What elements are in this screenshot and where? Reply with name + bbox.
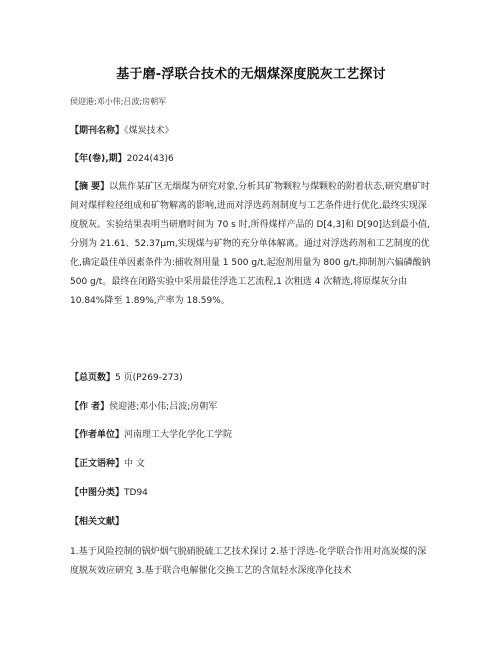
related-label-field	[70, 513, 432, 532]
affiliation-label: 【作者单位】	[70, 430, 125, 440]
abstract-label: 【摘 要】	[70, 182, 110, 192]
author-field	[70, 398, 432, 417]
issue-label: 【年(卷),期】	[70, 154, 127, 164]
language-field	[70, 455, 432, 474]
related-list: 1.基于风险控制的锅炉烟气脱硝脱硫工艺技术探讨 2.基于浮选-化学联合作用对高炭煤的深度脱灰效应研究 3.基于联合电解催化交换工艺的含氚轻水深度净化技术	[70, 547, 427, 576]
pages-label: 【总页数】	[70, 373, 116, 383]
affiliation-value: 河南理工大学化学化工学院	[124, 430, 233, 440]
affiliation-field	[70, 426, 432, 445]
author-value: 侯迎港;邓小伟;吕波;房朝军	[109, 402, 218, 412]
journal-field	[70, 122, 432, 141]
abstract-value: 以焦作某矿区无烟煤为研究对象,分析其矿物颗粒与煤颗粒的附着状态,研究磨矿时间对煤样粒径组成和矿物解离的影响,进而对浮选药剂制度与工艺条件进行优化,最终实现深度脱灰。实验结果表明当研磨时间为 70 s 时,所得煤样产品的 D[4,3]和 D[90]达到最小值,分别为 21.61、52.37μm,实现煤与矿物的充分单体解离。通过对浮选药剂和工艺制度的优化,确定最佳单因素条件为:捕收剂用量 1 500 g/t,起泡剂用量为 800 g/t,抑制剂六偏磷酸钠 500 g/t。最终在闭路实验中采用最佳浮选工艺流程,1 次粗选 4 次精选,将原煤灰分由 10.84%降至 1.89%,产率为 18.59%。	[70, 182, 431, 306]
issue-field	[70, 150, 432, 169]
author-label: 【作 者】	[70, 402, 110, 412]
classification-label: 【中图分类】	[70, 488, 125, 498]
classification-field	[70, 484, 432, 503]
abstract-field	[70, 178, 432, 311]
document-title: 基于磨-浮联合技术的无烟煤深度脱灰工艺探讨	[116, 67, 386, 82]
pages-value: 5 页(P269-273)	[115, 373, 183, 383]
journal-label: 【期刊名称】	[70, 126, 125, 136]
language-value: 中 文	[124, 459, 145, 469]
language-label: 【正文语种】	[70, 459, 125, 469]
authors-line: 侯迎港;邓小伟;吕波;房朝军	[70, 97, 167, 106]
issue-value: 2024(43)6	[126, 154, 174, 164]
related-label: 【相关文献】	[70, 517, 125, 527]
journal-value: 《煤炭技术》	[124, 126, 174, 136]
pages-field	[70, 369, 432, 388]
classification-value: TD94	[124, 488, 148, 498]
